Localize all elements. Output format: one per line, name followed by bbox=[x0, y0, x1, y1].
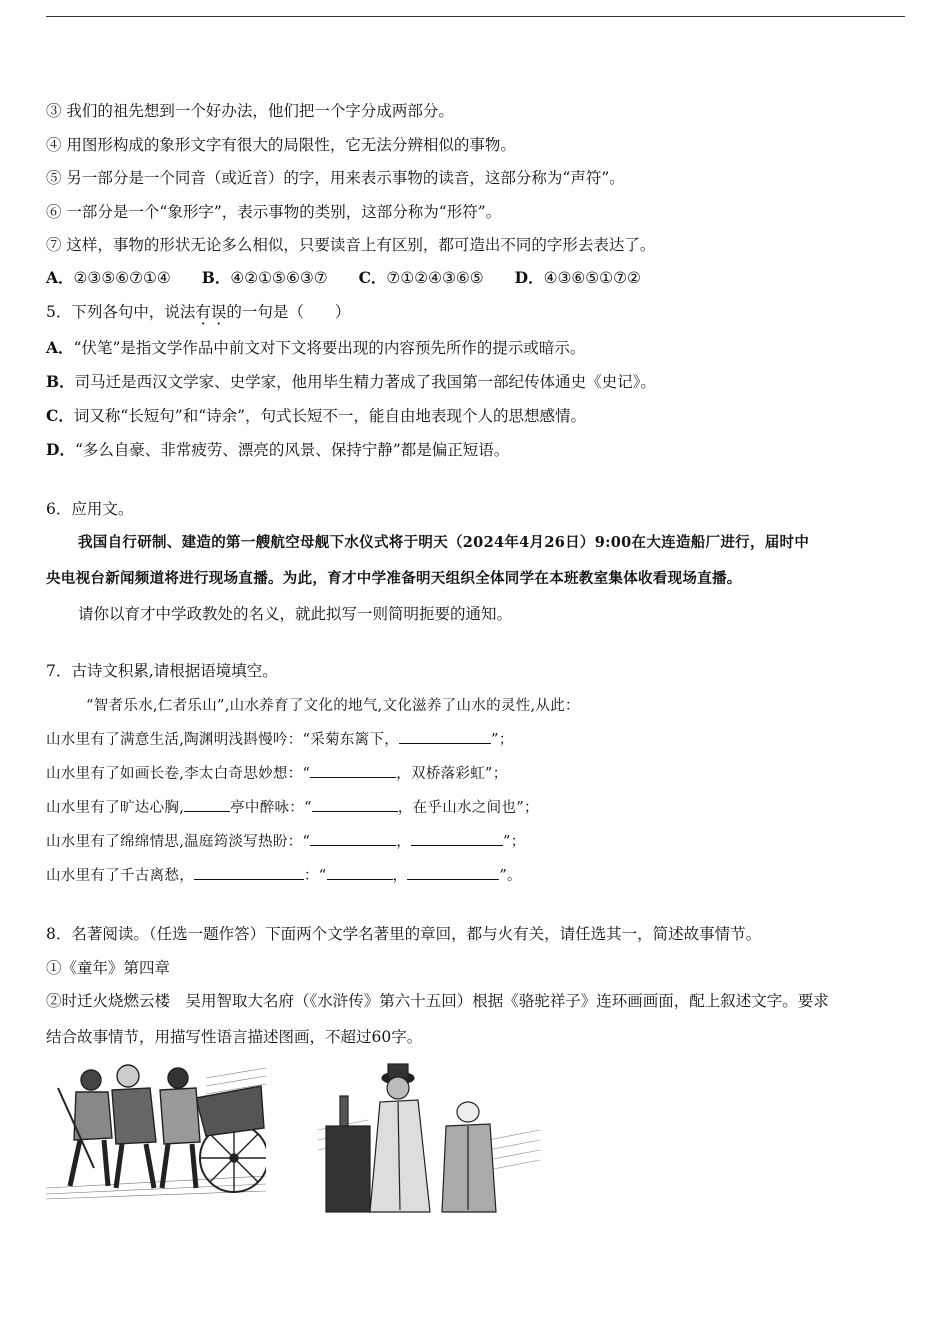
q7-line-5: 山水里有了千古离愁， ：“ ， ”。 bbox=[46, 865, 522, 886]
q7-line-3: 山水里有了旷达心胸, 亭中醉咏：“ ，在乎山水之间也”； bbox=[46, 797, 539, 818]
q7-title: 7．古诗文积累,请根据语境填空。 bbox=[46, 662, 278, 680]
q4-option-d: D．④③⑥⑤①⑦② bbox=[514, 268, 641, 287]
q7-intro: “智者乐水,仁者乐山”,山水养育了文化的地气,文化滋养了山水的灵性,从此： bbox=[86, 698, 580, 714]
blank-field[interactable] bbox=[399, 729, 491, 744]
q4-options bbox=[46, 268, 641, 288]
q6-title: 6．应用文。 bbox=[46, 500, 134, 518]
blank-field[interactable] bbox=[310, 763, 396, 778]
blank-field[interactable] bbox=[310, 831, 396, 846]
q4-option-c: C．⑦①②④③⑥⑤ bbox=[358, 268, 484, 287]
blank-field[interactable] bbox=[407, 865, 499, 880]
q6-para1-line2: 央电视台新闻频道将进行现场直播。为此，育才中学准备明天组织全体同学在本班教室集体收看现场直播。 bbox=[46, 570, 742, 587]
q7-line-1: 山水里有了满意生活,陶渊明浅斟慢吟：“采菊东篱下， ”； bbox=[46, 729, 514, 750]
rickshaw-illustration bbox=[46, 1058, 266, 1200]
blank-field[interactable] bbox=[327, 865, 393, 880]
q8-option-1: ①《童年》第四章 bbox=[46, 959, 171, 977]
q4-item-3: ③ 我们的祖先想到一个好办法，他们把一个字分成两部分。 bbox=[46, 102, 454, 120]
q5-option-c: C．词又称“长短句”和“诗余”，句式长短不一，能自由地表现个人的思想感情。 bbox=[46, 406, 587, 425]
blank-field[interactable] bbox=[194, 865, 304, 880]
q5-option-a: A．“伏笔”是指文学作品中前文对下文将要出现的内容预先所作的提示或暗示。 bbox=[46, 338, 586, 357]
q4-item-7: ⑦ 这样，事物的形状无论多么相似，只要读音上有区别，都可造出不同的字形去表达了。 bbox=[46, 236, 656, 254]
q8-title: 8．名著阅读。（任选一题作答）下面两个文学名著里的章回，都与火有关，请任选其一，简述故事情节。 bbox=[46, 925, 762, 943]
blank-field[interactable] bbox=[411, 831, 503, 846]
q4-option-a: A．②③⑤⑥⑦①④ bbox=[46, 268, 171, 287]
q4-item-4: ④ 用图形构成的象形文字有很大的局限性，它无法分辨相似的事物。 bbox=[46, 136, 516, 154]
header-rule bbox=[46, 16, 905, 17]
q4-item-5: ⑤ 另一部分是一个同音（或近音）的字，用来表示事物的读音，这部分称为“声符”。 bbox=[46, 169, 625, 187]
q6-para1-line1: 我国自行研制、建造的第一艘航空母舰下水仪式将于明天（2024年4月26日）9:00在大连造船厂进行，届时中 bbox=[78, 534, 810, 551]
q7-line-2: 山水里有了如画长卷,李太白奇思妙想：“ ，双桥落彩虹”； bbox=[46, 763, 508, 784]
q8-option-2-line2: 结合故事情节，用描写性语言描述图画，不超过60字。 bbox=[46, 1028, 423, 1046]
blank-field[interactable] bbox=[184, 797, 230, 812]
q5-stem: 5．下列各句中，说法有误的一句是（ ） bbox=[46, 303, 351, 321]
q5-option-b: B．司马迁是西汉文学家、史学家，他用毕生精力著成了我国第一部纪传体通史《史记》。 bbox=[46, 372, 656, 391]
conversation-illustration bbox=[318, 1060, 540, 1213]
q7-line-4: 山水里有了绵绵情思,温庭筠淡写热盼：“ ， ”； bbox=[46, 831, 526, 852]
blank-field[interactable] bbox=[312, 797, 398, 812]
q4-option-b: B．④②①⑤⑥③⑦ bbox=[201, 268, 328, 287]
q6-para2: 请你以育才中学政教处的名义，就此拟写一则简明扼要的通知。 bbox=[78, 605, 513, 623]
q8-option-2-line1: ②时迁火烧燃云楼 吴用智取大名府（《水浒传》第六十五回）根据《骆驼祥子》连环画画面，配上叙述文字。要求 bbox=[46, 992, 829, 1010]
q4-item-6: ⑥ 一部分是一个“象形字”，表示事物的类别，这部分称为“形符”。 bbox=[46, 203, 502, 221]
q5-option-d: D．“多么自豪、非常疲劳、漂亮的风景、保持宁静”都是偏正短语。 bbox=[46, 440, 510, 459]
